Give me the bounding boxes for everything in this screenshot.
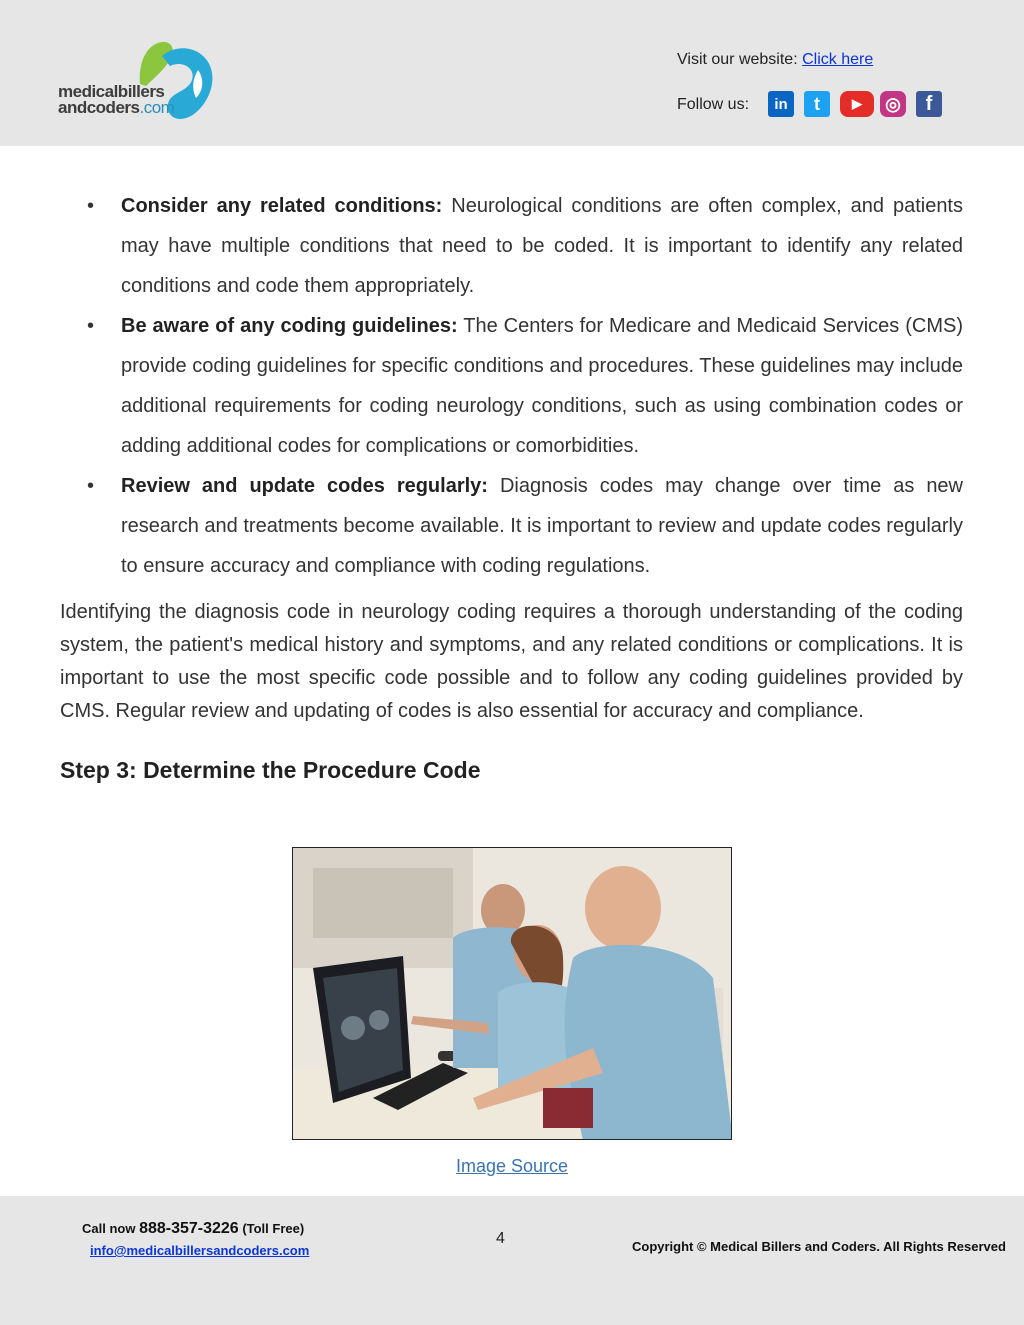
linkedin-glyph: in <box>774 95 788 113</box>
list-item <box>60 186 963 306</box>
bullet-title: Review and update codes regularly: <box>121 475 488 497</box>
email-link[interactable]: info@medicalbillersandcoders.com <box>90 1243 310 1258</box>
company-logo[interactable] <box>58 40 218 122</box>
youtube-glyph: ▶ <box>852 96 862 111</box>
bullet-text: The Centers for Medicare and Medicaid Services (CMS) provide coding guidelines for specific conditions and procedures. These guidelines may include additional requirements for coding neurology conditions, such as using combination codes or adding additional codes for complications or comorbidities. <box>121 315 963 457</box>
instagram-icon[interactable] <box>880 91 906 117</box>
facebook-icon[interactable] <box>916 91 942 117</box>
twitter-glyph: t <box>814 93 820 114</box>
call-now <box>82 1220 304 1238</box>
bullet-text: Neurological conditions are often complex, and patients may have multiple conditions that need to be coded. It is important to identify any related conditions and code them appropriately. <box>121 195 963 297</box>
article-photo <box>292 847 732 1140</box>
instagram-glyph: ◎ <box>885 93 901 114</box>
list-item <box>60 466 963 586</box>
list-item <box>60 306 963 466</box>
website-link[interactable]: Click here <box>802 51 874 68</box>
bullet-title: Be aware of any coding guidelines: <box>121 315 458 337</box>
logo-wordmark <box>58 84 174 116</box>
image-source-link[interactable]: Image Source <box>455 1156 569 1176</box>
page-content <box>60 186 963 784</box>
bullet-text: Diagnosis codes may change over time as new research and treatments become available. It is important to review and update codes regularly to ensure accuracy and compliance with coding regulations. <box>121 475 964 577</box>
bullet-icon: • <box>87 475 95 497</box>
copyright-text: Copyright © Medical Billers and Coders. All Rights Reserved <box>632 1239 1006 1254</box>
logo-line2: andcoders <box>58 98 140 117</box>
bullet-title: Consider any related conditions: <box>121 195 443 217</box>
toll-free-label: (Toll Free) <box>238 1221 305 1236</box>
visit-label: Visit our website: <box>677 51 803 68</box>
bullet-list <box>60 186 963 586</box>
follow-us-label: Follow us: <box>677 96 750 113</box>
bullet-icon: • <box>87 315 95 337</box>
linkedin-icon[interactable] <box>768 91 794 117</box>
twitter-icon[interactable] <box>804 91 830 117</box>
medical-team-image-icon <box>293 848 732 1140</box>
section-heading: Step 3: Determine the Procedure Code <box>60 757 481 783</box>
visit-website <box>677 51 873 69</box>
youtube-icon[interactable] <box>840 91 874 117</box>
page-number: 4 <box>496 1230 505 1247</box>
call-label: Call now <box>82 1221 140 1236</box>
logo-suffix: .com <box>139 98 175 117</box>
page-header <box>0 0 1024 146</box>
logo-line1: medicalbillers <box>58 82 165 101</box>
facebook-glyph: f <box>925 92 933 115</box>
bullet-icon: • <box>87 195 95 217</box>
summary-paragraph: Identifying the diagnosis code in neurology coding requires a thorough understanding of the coding system, the patient's medical history and symptoms, and any related conditions or complications. It is important to use the most specific code possible and to follow any coding guidelines provided by CMS. Regular review and updating of codes is also essential for accuracy and compliance. <box>60 601 963 722</box>
page-footer <box>0 1196 1024 1325</box>
phone-number[interactable]: 888-357-3226 <box>139 1220 239 1237</box>
